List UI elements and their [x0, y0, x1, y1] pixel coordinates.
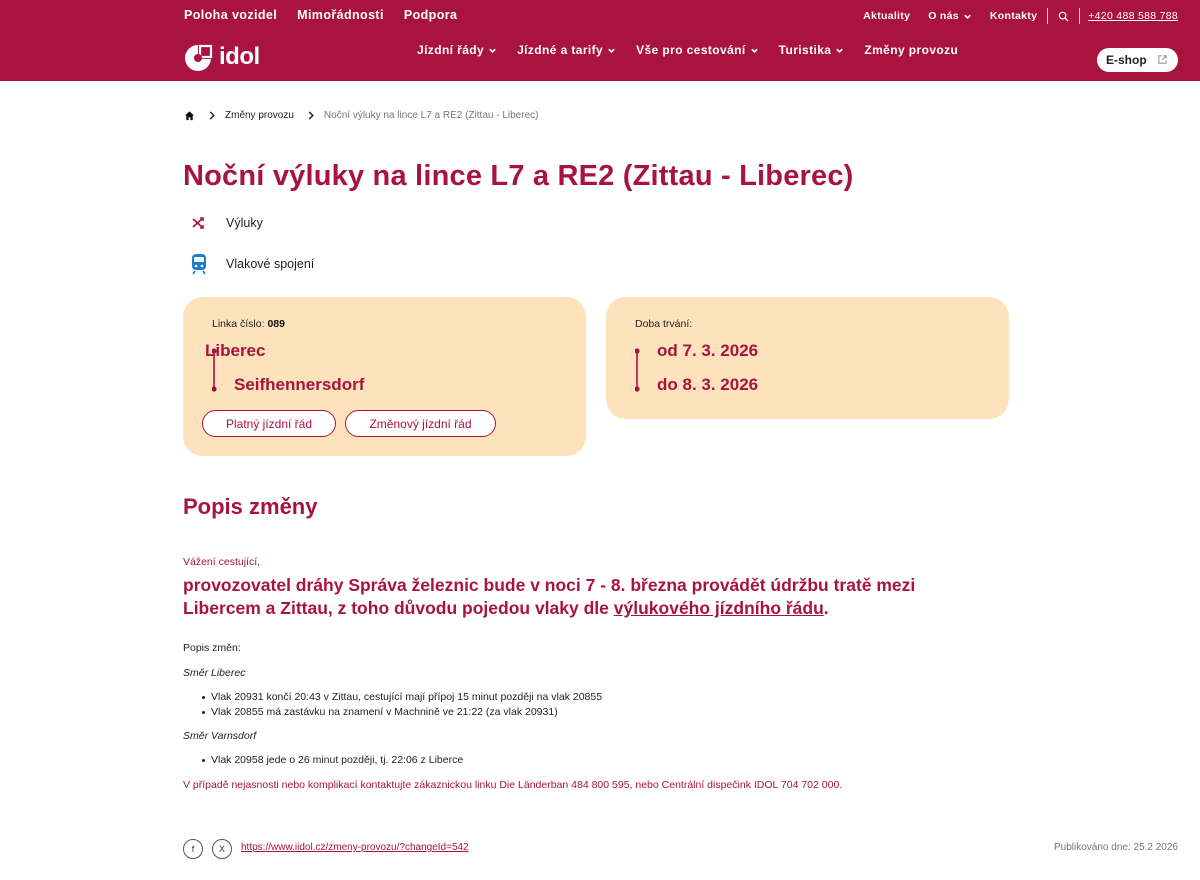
phone-link[interactable]: +420 488 588 788 — [1088, 10, 1178, 22]
nav-label: Turistika — [778, 43, 832, 57]
nav-label: Vše pro cestování — [636, 43, 746, 57]
breadcrumb-item[interactable]: Změny provozu — [225, 110, 294, 121]
top-nav — [184, 8, 457, 22]
top-nav-vehicle-position[interactable]: Poloha vozidel — [184, 8, 278, 22]
chevron-right-icon — [209, 111, 215, 120]
nav-timetables[interactable] — [417, 43, 497, 57]
route-to: Seifhennersdorf — [234, 375, 365, 394]
logo[interactable] — [184, 42, 260, 72]
tag-label: Vlakové spojení — [226, 257, 315, 271]
tag-label: Výluky — [226, 216, 263, 230]
line-number-value: 089 — [267, 318, 285, 330]
eshop-button[interactable] — [1097, 48, 1178, 72]
train-icon — [190, 253, 208, 275]
tag-train — [190, 253, 314, 275]
line-card — [183, 297, 586, 456]
direction-liberec-list — [211, 690, 602, 720]
chevron-down-icon — [488, 46, 497, 55]
nav-label: Změny provozu — [864, 43, 959, 57]
lead-text-body: provozovatel dráhy Správa železnic bude v noci 7 - 8. března provádět údržbu tratě mezi Libercem a Zittau, z toho důvodu pojedou vlaky dle — [183, 575, 916, 618]
shuffle-icon — [190, 214, 208, 232]
nav-label: Jízdné a tarify — [517, 43, 604, 57]
chevron-right-icon — [308, 111, 314, 120]
duration-label: Doba trvání: — [635, 318, 693, 330]
chevron-down-icon — [835, 46, 844, 55]
list-item: Vlak 20931 končí 20:43 v Zittau, cestující mají přípoj 15 minut později na vlak 20855 — [211, 691, 603, 703]
changes-label: Popis změn: — [183, 642, 241, 654]
nav-changes[interactable] — [864, 43, 958, 57]
nav-travel[interactable] — [636, 43, 759, 57]
tag-outages — [190, 214, 263, 232]
section-heading: Popis změny — [183, 494, 318, 519]
nav-label: Jízdní řády — [417, 43, 485, 57]
direction-varnsdorf-list — [211, 753, 463, 768]
about-menu[interactable] — [928, 10, 972, 22]
top-links — [845, 8, 1178, 24]
route-from: Liberec — [205, 341, 266, 360]
news-link[interactable]: Aktuality — [863, 10, 911, 22]
list-item: Vlak 20855 má zastávku na znamení v Machnině ve 21:22 (za vlak 20931) — [211, 705, 602, 720]
divider — [1047, 8, 1048, 24]
eshop-label: E-shop — [1106, 53, 1147, 67]
detour-timetable-link[interactable]: výlukového jízdního řádu — [613, 598, 824, 618]
line-number-label: Linka číslo: — [212, 318, 265, 330]
lead-text-end: . — [823, 598, 829, 618]
contacts-link[interactable]: Kontakty — [989, 10, 1038, 22]
valid-timetable-button[interactable]: Platný jízdní řád — [202, 410, 336, 437]
changed-timetable-button[interactable]: Změnový jízdní řád — [345, 410, 496, 437]
direction-varnsdorf: Směr Varnsdorf — [183, 730, 257, 742]
about-label: O nás — [928, 10, 959, 22]
facebook-share-icon[interactable]: f — [183, 839, 203, 859]
divider — [1079, 8, 1080, 24]
greeting: Vážení cestující, — [183, 556, 261, 568]
main-nav — [417, 43, 958, 57]
idol-logo-icon — [184, 42, 215, 72]
contact-note: V případě nejasnosti nebo komplikací kontaktujte zákaznickou linku Die Länderban 484 800 595, nebo Centrální dispečink IDOL 704 702 000. — [183, 779, 843, 791]
chevron-down-icon — [963, 12, 972, 21]
page-title: Noční výluky na lince L7 a RE2 (Zittau - Liberec) — [183, 160, 854, 192]
duration-card — [606, 297, 1009, 419]
share-url-link[interactable]: https://www.iidol.cz/zmeny-provozu/?changeId=542 — [241, 842, 469, 853]
date-from: od 7. 3. 2026 — [657, 341, 759, 360]
lead-text — [183, 574, 943, 620]
top-nav-support[interactable]: Podpora — [403, 8, 458, 22]
nav-tourism[interactable] — [779, 43, 845, 57]
external-link-icon — [1157, 54, 1168, 65]
logo-text: idol — [219, 43, 260, 70]
date-timeline-icon — [635, 347, 645, 393]
date-to: do 8. 3. 2026 — [657, 375, 759, 394]
chevron-down-icon — [607, 46, 616, 55]
published-date: Publikováno dne: 25.2 2026 — [1054, 842, 1178, 853]
direction-liberec: Směr Liberec — [183, 667, 246, 679]
home-icon[interactable] — [184, 110, 195, 121]
line-number — [212, 318, 285, 330]
top-nav-incidents[interactable]: Mimořádnosti — [297, 8, 384, 22]
x-share-icon[interactable]: X — [212, 839, 232, 859]
nav-fares[interactable] — [517, 43, 616, 57]
chevron-down-icon — [750, 46, 759, 55]
breadcrumb — [184, 110, 538, 121]
search-icon[interactable] — [1058, 11, 1069, 22]
list-item: Vlak 20958 jede o 26 minut později, tj. 22:06 z Liberce — [211, 754, 464, 766]
site-header — [0, 0, 1200, 81]
breadcrumb-current: Noční výluky na lince L7 a RE2 (Zittau - Liberec) — [323, 110, 539, 121]
